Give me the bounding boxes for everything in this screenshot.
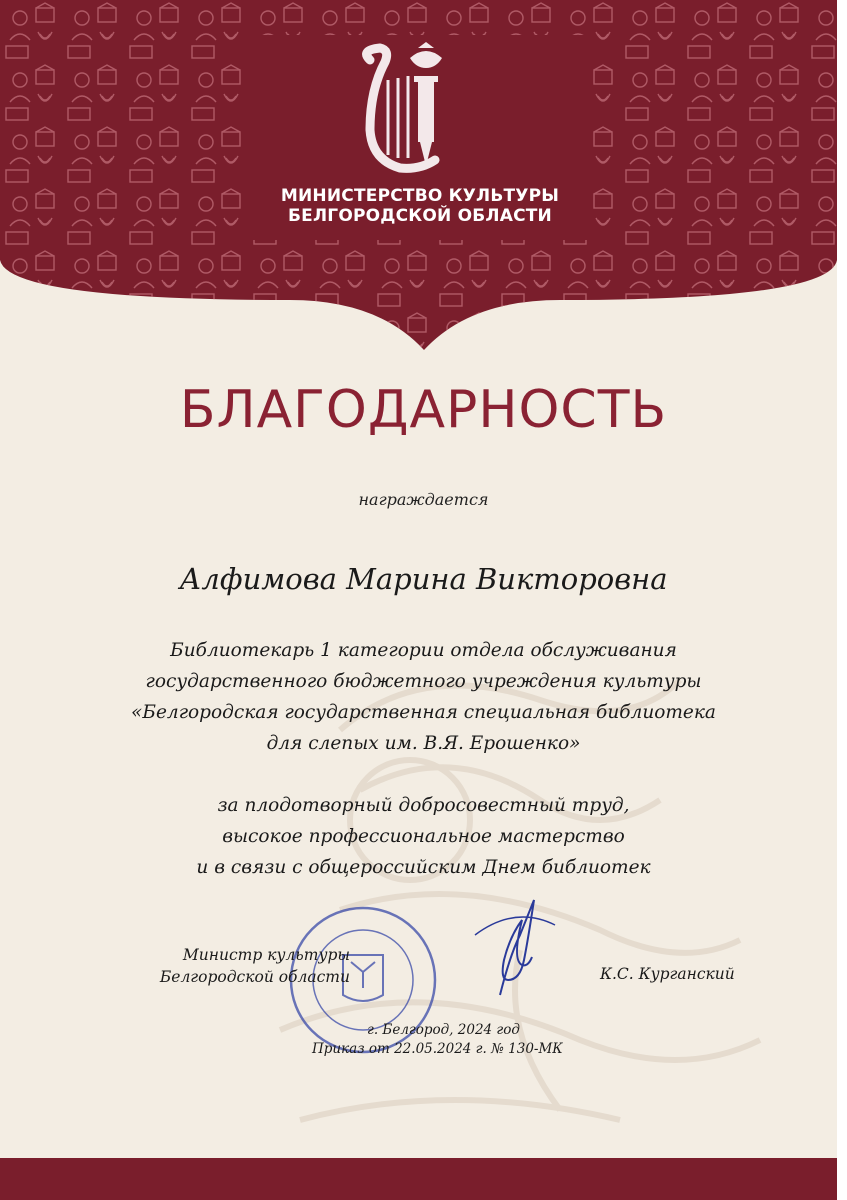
recipient-name: Алфимова Марина Викторовна: [179, 562, 668, 596]
signature-icon: [470, 895, 560, 1005]
position-line: государственного бюджетного учреждения культуры: [145, 671, 702, 692]
signer-role-line2: Белгородской области: [159, 968, 350, 986]
reason-line: за плодотворный добросовестный труд,: [217, 795, 630, 816]
signer-role: [150, 944, 350, 988]
order-reference: Приказ от 22.05.2024 г. № 130-МК: [312, 1041, 563, 1057]
ministry-name: [255, 186, 585, 226]
position-line: Библиотекарь 1 категории отдела обслуживания: [170, 640, 677, 661]
awarded-text: награждается: [358, 490, 489, 509]
scan-edge: [837, 0, 847, 1200]
award-reason: [110, 790, 737, 883]
recipient-position: [110, 635, 737, 759]
place-year: г. Белгород, 2024 год: [367, 1022, 520, 1038]
position-line: для слепых им. В.Я. Ерошенко»: [266, 733, 581, 754]
certificate-title: БЛАГОДАРНОСТЬ: [179, 380, 668, 440]
signer-role-line1: Министр культуры: [182, 946, 350, 964]
lyre-column-pen-eagle-icon: [340, 40, 470, 180]
reason-line: высокое профессиональное мастерство: [222, 826, 625, 847]
ministry-name-line1: МИНИСТЕРСТВО КУЛЬТУРЫ: [280, 186, 560, 206]
bottom-band: [0, 1158, 837, 1200]
position-line: «Белгородская государственная специальная библиотека: [131, 702, 716, 723]
signer-name: К.С. Курганский: [600, 965, 735, 983]
reason-line: и в связи с общероссийским Днем библиотек: [196, 857, 651, 878]
ministry-name-line2: БЕЛГОРОДСКОЙ ОБЛАСТИ: [288, 206, 552, 226]
